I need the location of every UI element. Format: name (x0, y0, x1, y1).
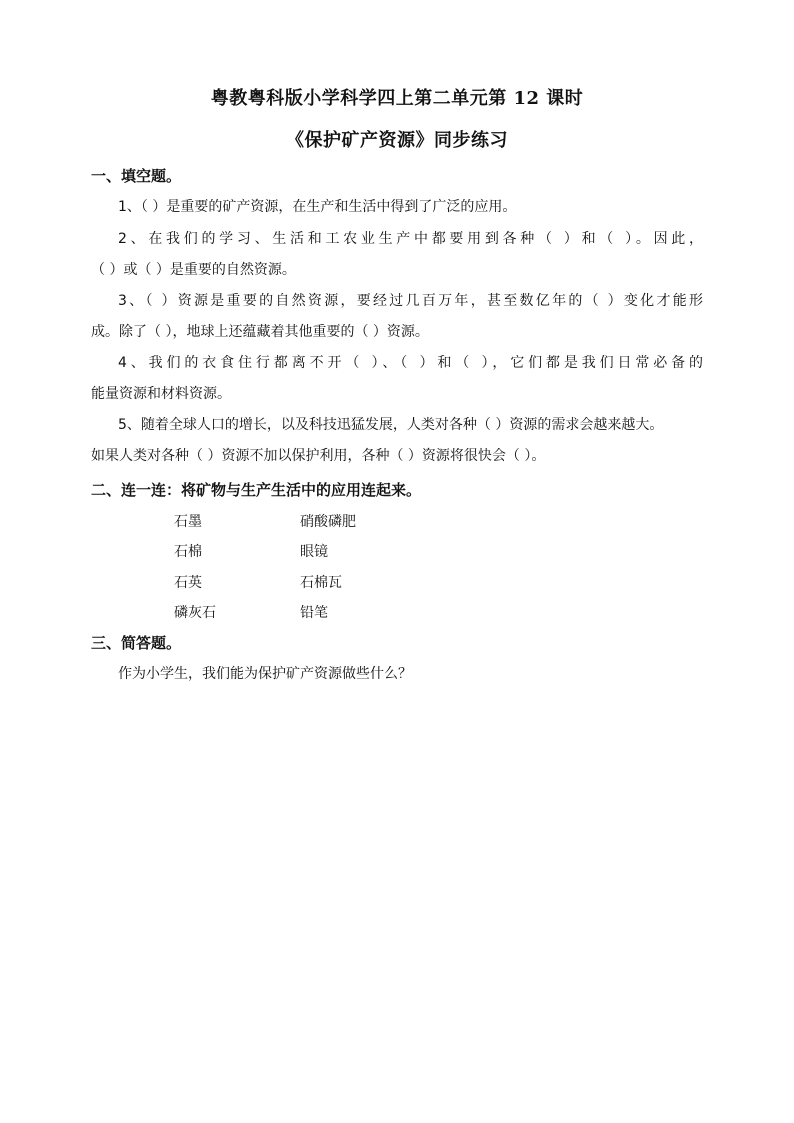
application-item: 铅笔 (300, 605, 328, 621)
document-title: 粤教粤科版小学科学四上第二单元第 12 课时 (210, 88, 584, 109)
question-4-line-2: 能量资源和材料资源。 (91, 386, 231, 402)
application-item: 石棉瓦 (300, 575, 342, 591)
document-subtitle: 《保护矿产资源》同步练习 (286, 130, 508, 151)
mineral-item: 石英 (174, 575, 202, 591)
question-3-line-1: 3、（ ）资源是重要的自然资源，要经过几百万年，甚至数亿年的（ ）变化才能形 (118, 293, 703, 309)
application-item: 眼镜 (300, 544, 328, 560)
section-heading-matching: 二、连一连：将矿物与生产生活中的应用连起来。 (91, 481, 422, 499)
question-1: 1、（ ）是重要的矿产资源，在生产和生活中得到了广泛的应用。 (118, 199, 517, 215)
mineral-item: 石棉 (174, 544, 202, 560)
question-5-line-2: 如果人类对各种（ ）资源不加以保护利用，各种（ ）资源将很快会（ ）。 (91, 448, 546, 464)
question-5-line-1: 5、随着全球人口的增长，以及科技迅猛发展，人类对各种（ ）资源的需求会越来越大。 (118, 417, 664, 433)
question-4-line-1: 4、我们的衣食住行都离不开（ ）、（ ）和（ ），它们都是我们日常必备的 (118, 355, 703, 371)
section-heading-fill-in: 一、填空题。 (91, 167, 182, 185)
question-2-line-1: 2、在我们的学习、生活和工农业生产中都要用到各种（ ）和（ ）。因此， (118, 231, 703, 247)
short-answer-question: 作为小学生，我们能为保护矿产资源做些什么？ (118, 666, 412, 682)
mineral-item: 石墨 (174, 514, 202, 530)
mineral-item: 磷灰石 (174, 605, 216, 621)
application-item: 硝酸磷肥 (300, 514, 356, 530)
question-3-line-2: 成。除了（ ），地球上还蕴藏着其他重要的（ ）资源。 (91, 324, 429, 340)
section-heading-short-answer: 三、简答题。 (91, 634, 182, 652)
question-2-line-2: （ ）或（ ）是重要的自然资源。 (91, 262, 296, 278)
